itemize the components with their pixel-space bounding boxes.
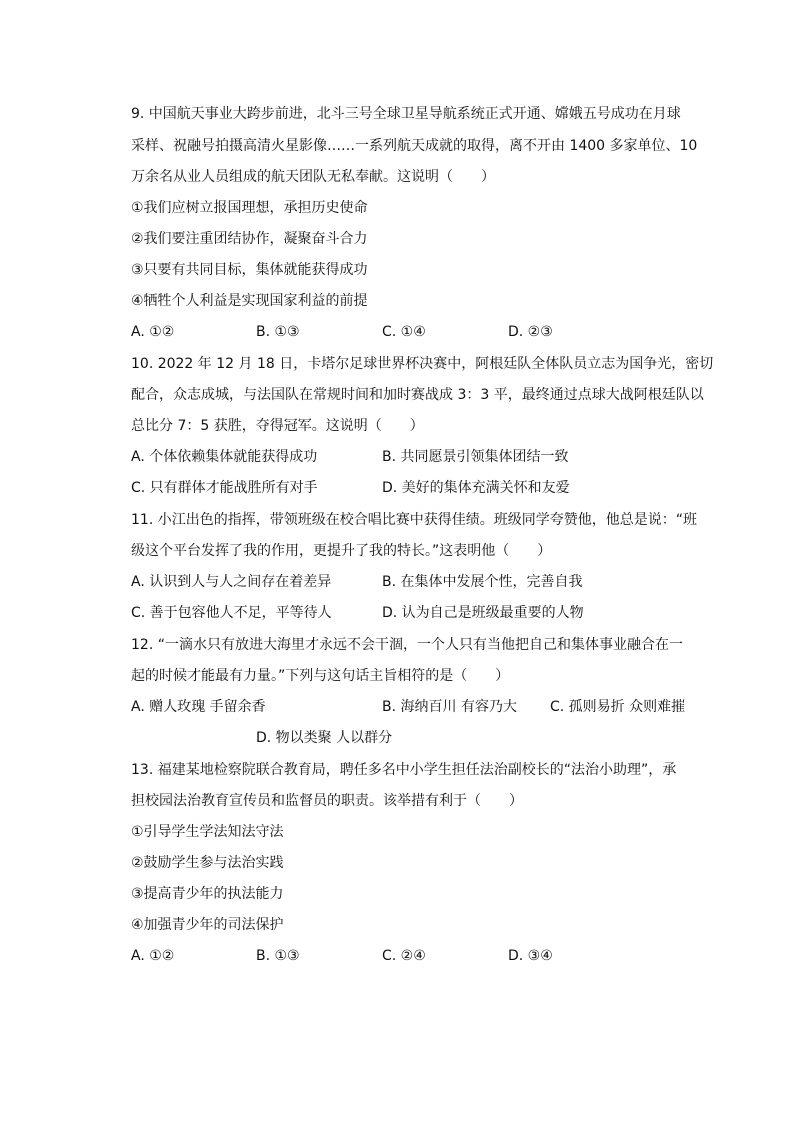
question-10-text: 配合，众志成城，与法国队在常规时间和加时赛战成 3：3 平，最终通过点球大战阿根廷队以 xyxy=(131,387,704,403)
statement-4: ④加强青少年的司法保护 xyxy=(131,917,284,933)
option-c: C. 孤则易折 众则难摧 xyxy=(550,699,686,715)
option-c: C. 只有群体才能战胜所有对手 xyxy=(131,480,318,496)
statement-2: ②我们要注重团结协作，凝聚奋斗合力 xyxy=(131,231,368,247)
option-b: B. 共同愿景引领集体团结一致 xyxy=(382,449,569,465)
question-13-text: 13. 福建某地检察院联合教育局，聘任多名中小学生担任法治副校长的“法治小助理”，承 xyxy=(131,762,677,778)
option-d: D. 认为自己是班级最重要的人物 xyxy=(382,605,584,621)
question-10-text: 10. 2022 年 12 月 18 日，卡塔尔足球世界杯决赛中，阿根廷队全体队员立志为国争光，密切 xyxy=(131,356,714,372)
option-d: D. ③④ xyxy=(508,948,553,964)
option-a: A. 个体依赖集体就能获得成功 xyxy=(131,449,318,465)
option-c: C. 善于包容他人不足，平等待人 xyxy=(131,605,332,621)
statement-2: ②鼓励学生参与法治实践 xyxy=(131,855,284,871)
question-10-text: 总比分 7：5 获胜，夺得冠军。这说明（ ） xyxy=(131,418,424,434)
statement-3: ③只要有共同目标，集体就能获得成功 xyxy=(131,262,368,278)
option-c: C. ①④ xyxy=(382,324,426,340)
statement-1: ①引导学生学法知法守法 xyxy=(131,824,284,840)
option-a: A. 认识到人与人之间存在着差异 xyxy=(131,574,332,590)
question-9-text: 采样、祝融号拍摄高清火星影像……一系列航天成就的取得，离不开由 1400 多家单位、10 xyxy=(131,138,698,154)
question-11-text: 11. 小江出色的指挥，带领班级在校合唱比赛中获得佳绩。班级同学夸赞他，他总是说：“班 xyxy=(131,512,697,528)
question-12-text: 起的时候才能最有力量。”下列与这句话主旨相符的是（ ） xyxy=(131,668,510,684)
statement-3: ③提高青少年的执法能力 xyxy=(131,886,284,902)
option-b: B. 在集体中发展个性，完善自我 xyxy=(382,574,583,590)
option-a: A. ①② xyxy=(131,324,175,340)
statement-4: ④牺牲个人利益是实现国家利益的前提 xyxy=(131,293,368,309)
question-9-text: 万余名从业人员组成的航天团队无私奉献。这说明（ ） xyxy=(131,169,495,185)
option-a: A. 赠人玫瑰 手留余香 xyxy=(131,699,266,715)
option-d: D. 物以类聚 人以群分 xyxy=(256,730,393,746)
question-11-text: 级这个平台发挥了我的作用，更提升了我的特长。”这表明他（ ） xyxy=(131,543,552,559)
question-9-text: 9. 中国航天事业大跨步前进，北斗三号全球卫星导航系统正式开通、嫦娥五号成功在月球 xyxy=(131,106,681,122)
option-b: B. ①③ xyxy=(256,948,300,964)
option-b: B. 海纳百川 有容乃大 xyxy=(382,699,517,715)
option-d: D. ②③ xyxy=(508,324,553,340)
question-13-text: 担校园法治教育宣传员和监督员的职责。该举措有利于（ ） xyxy=(131,793,523,809)
option-a: A. ①② xyxy=(131,948,175,964)
option-b: B. ①③ xyxy=(256,324,300,340)
question-12-text: 12. “一滴水只有放进大海里才永远不会干涸，一个人只有当他把自己和集体事业融合在一 xyxy=(131,637,683,653)
option-d: D. 美好的集体充满关怀和友爱 xyxy=(382,480,570,496)
statement-1: ①我们应树立报国理想，承担历史使命 xyxy=(131,200,368,216)
option-c: C. ②④ xyxy=(382,948,426,964)
